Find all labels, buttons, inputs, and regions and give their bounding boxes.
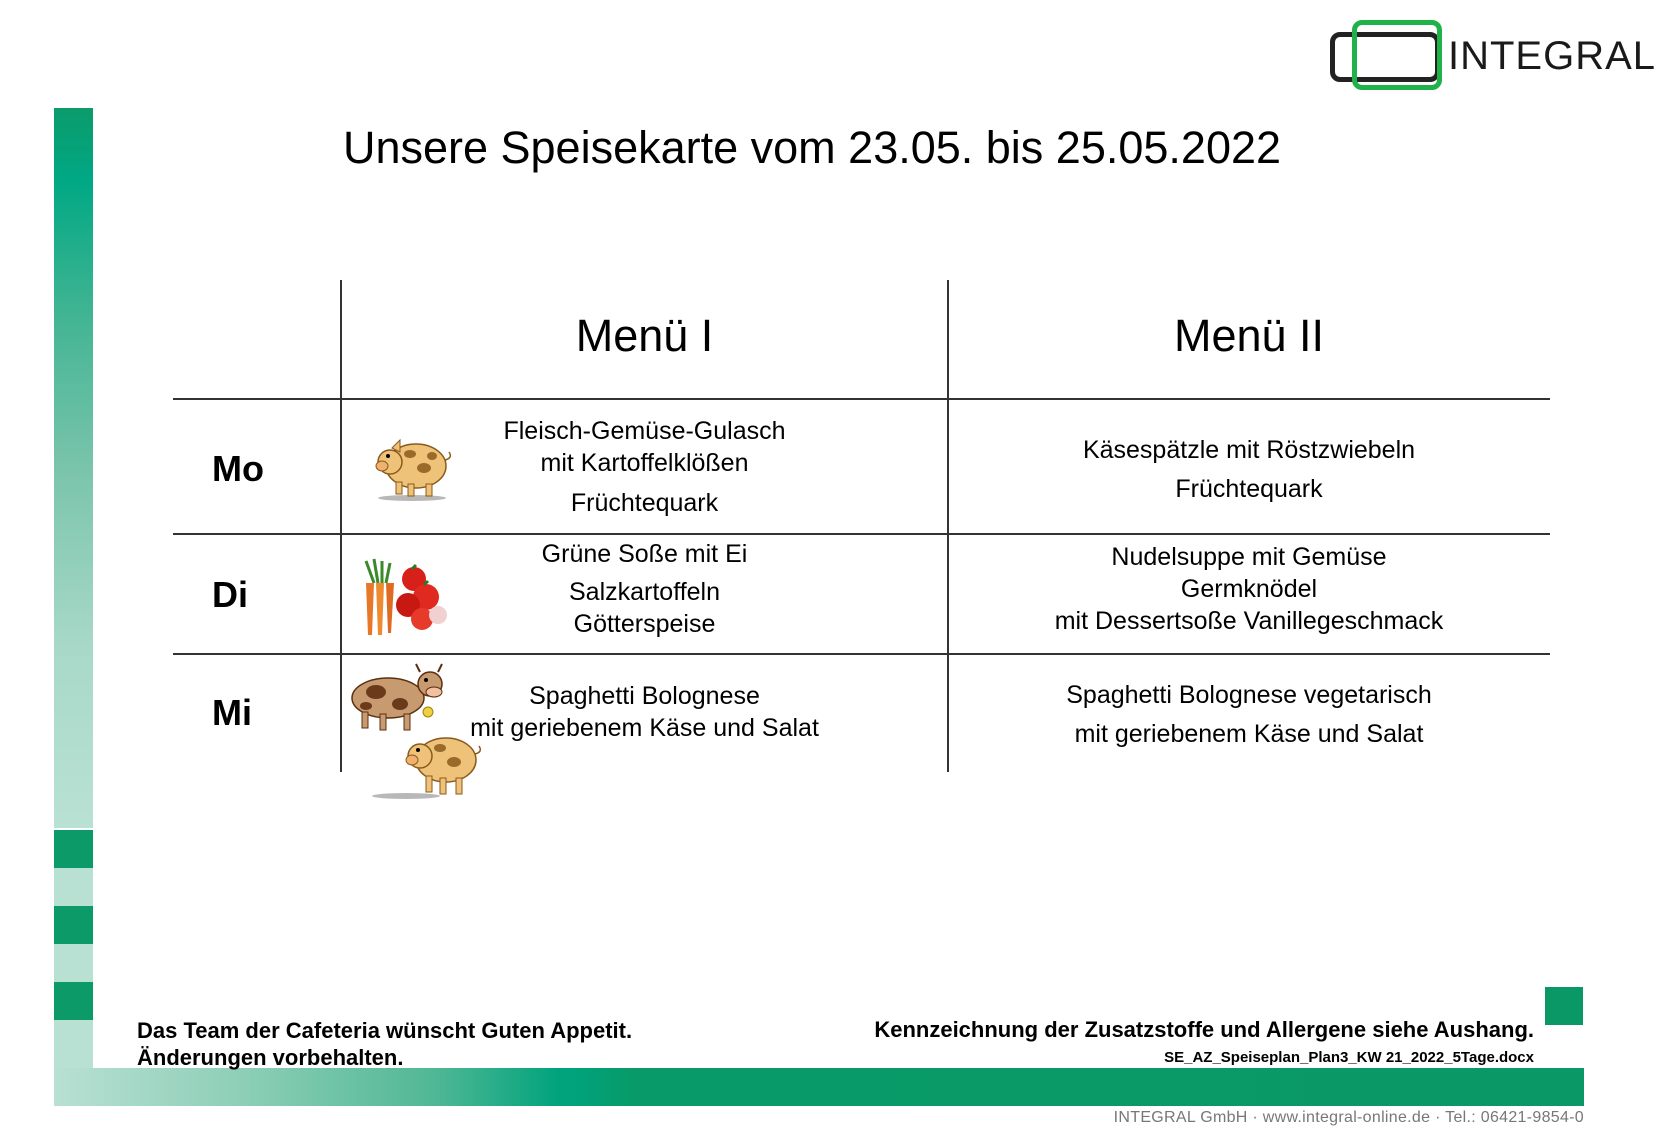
left-gradient-band — [54, 108, 93, 828]
bottom-decor-band — [54, 1068, 1584, 1106]
menu1-cell — [342, 538, 947, 640]
menu2-cell — [949, 676, 1549, 754]
dessert-line: Früchtequark — [1175, 475, 1323, 503]
day-label: Di — [212, 574, 248, 615]
document-filename: SE_AZ_Speiseplan_Plan3_KW 21_2022_5Tage.docx — [1164, 1049, 1534, 1066]
company-contact: INTEGRAL GmbH · www.integral-online.de · Tel.: 06421-9854-0 — [1113, 1109, 1584, 1126]
dish-line: Käsespätzle mit Röstzwiebeln — [1082, 436, 1416, 464]
day-label: Mo — [212, 448, 264, 489]
dish-line: Spaghetti Bolognese vegetarisch — [1066, 681, 1432, 709]
table-divider — [173, 398, 1550, 400]
left-block — [54, 906, 93, 944]
dish-line: mit geriebenem Käse und Salat — [470, 714, 819, 742]
footer-greeting — [137, 1017, 632, 1071]
dish-line: Nudelsuppe mit Gemüse — [1111, 543, 1387, 571]
menu1-header: Menü I — [575, 310, 714, 361]
integral-logo — [1330, 18, 1656, 92]
menu2-cell — [949, 541, 1549, 637]
menu1-cell — [342, 680, 947, 744]
disclaimer-text: Änderungen vorbehalten. — [137, 1045, 404, 1070]
allergen-note: Kennzeichnung der Zusatzstoffe und Allergene siehe Aushang. — [874, 1017, 1534, 1042]
corner-square — [1545, 987, 1583, 1025]
day-label: Mi — [212, 692, 252, 733]
dish-line: Grüne Soße mit Ei — [541, 540, 748, 568]
menu1-cell — [342, 415, 947, 519]
dish-line: Salzkartoffeln — [568, 578, 720, 606]
dessert-line: Früchtequark — [570, 489, 719, 517]
menu2-header: Menü II — [1173, 310, 1325, 361]
dish-line: mit Kartoffelklößen — [540, 449, 749, 477]
page-title: Unsere Speisekarte vom 23.05. bis 25.05.2022 — [342, 122, 1282, 173]
dish-line: Spaghetti Bolognese — [529, 682, 760, 710]
table-divider — [173, 653, 1550, 655]
dessert-line: mit Dessertsoße Vanillegeschmack — [1054, 607, 1444, 635]
table-divider — [173, 533, 1550, 535]
dessert-line: Götterspeise — [573, 610, 716, 638]
left-block — [54, 982, 93, 1020]
left-light-block — [54, 868, 93, 906]
greeting-text: Das Team der Cafeteria wünscht Guten Appetit. — [137, 1018, 633, 1043]
dessert-line: Germknödel — [1180, 575, 1318, 603]
menu2-cell — [949, 431, 1549, 509]
logo-text: INTEGRAL — [1448, 34, 1656, 78]
left-light-block — [54, 944, 93, 982]
logo-green-frame — [1352, 20, 1442, 90]
left-block — [54, 830, 93, 868]
dish-line: Fleisch-Gemüse-Gulasch — [503, 417, 786, 445]
left-decor-band — [54, 108, 93, 1106]
dish-line: mit geriebenem Käse und Salat — [1074, 720, 1424, 748]
